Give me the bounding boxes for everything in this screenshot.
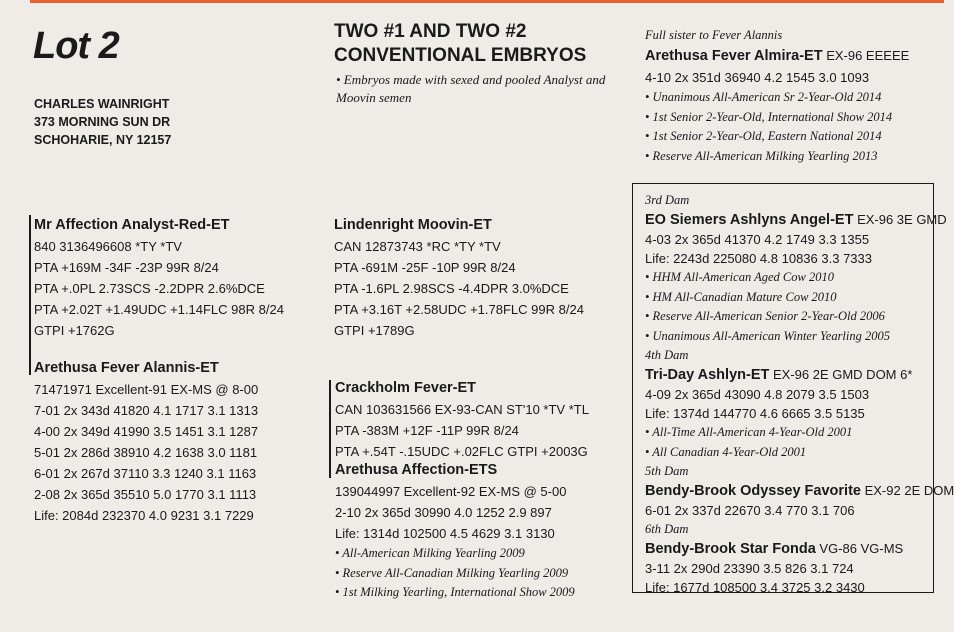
award-item: • Reserve All-American Milking Yearling 2013 [645,148,878,163]
dam-line: 6-01 2x 267d 37110 3.3 1240 3.1 1163 [34,466,257,481]
pedigree-line-sire [29,215,31,375]
dam-generation-label: 5th Dam [645,464,689,478]
sire-line: GTPI +1789G [334,323,415,338]
consignor-city: SCHOHARIE, NY 12157 [34,133,172,147]
sire-line: CAN 103631566 EX-93-CAN ST'10 *TV *TL [335,402,589,417]
award-item: • All-American Milking Yearling 2009 [335,546,525,560]
sire-moovin [334,215,584,341]
award-item: • 1st Senior 2-Year-Old, Eastern National 2014 [645,129,882,143]
headline-note: • Embryos made with sexed and pooled Analyst and Moovin semen [336,72,606,105]
dam-name: Bendy-Brook Star Fonda [645,541,816,557]
dam-score: EX-96 2E GMD DOM 6* [772,367,913,382]
dam-affection [335,460,575,603]
sire-line: PTA -1.6PL 2.98SCS -4.4DPR 3.0%DCE [334,281,569,296]
lot-title: Lot 2 [33,25,119,67]
dam-score: EX-96 3E GMD [857,212,947,227]
sister-line: 4-10 2x 351d 36940 4.2 1545 3.0 1093 [645,70,870,85]
consignor-address [34,95,171,149]
award-item: • HM All-Canadian Mature Cow 2010 [645,289,837,304]
dam-line: 4-03 2x 365d 41370 4.2 1749 3.3 1355 [645,232,870,247]
sire-line: 840 3136496608 *TY *TV [34,239,182,254]
dam-name-line [645,539,954,559]
sire-line: PTA +3.16T +2.58UDC +1.78FLC 99R 8/24 [334,302,584,317]
award-item: • Unanimous All-American Winter Yearling 2005 [645,328,891,343]
sister-label: Full sister to Fever Alannis [645,28,783,42]
headline-line-1: TWO #1 AND TWO #2 [334,21,527,42]
dam-line: 4-00 2x 349d 41990 3.5 1451 3.1 1287 [34,424,259,439]
award-item: • Unanimous All-American Sr 2-Year-Old 2014 [645,90,882,104]
dam-name-line [645,481,954,501]
sister-score: EX-96 EEEEE [826,48,910,63]
award-item: • All Canadian 4-Year-Old 2001 [645,444,807,459]
dam-score: EX-92 2E DOM [864,483,954,498]
ancestor-dams [645,191,954,597]
consignor-street: 373 MORNING SUN DR [34,115,171,129]
sire-line: GTPI +1762G [34,323,115,338]
pedigree-line-dam [329,380,331,478]
sister-name-line [645,45,909,67]
sire-line: PTA -383M +12F -11P 99R 8/24 [335,423,519,438]
sire-line: PTA +2.02T +1.49UDC +1.14FLC 98R 8/24 [34,302,284,317]
dam-line: 71471971 Excellent-91 EX-MS @ 8-00 [34,382,259,397]
dam-generation-label: 6th Dam [645,522,689,536]
dam-line: Life: 1374d 144770 4.6 6665 3.5 5135 [645,406,865,421]
dam-line: Life: 2243d 225080 4.8 10836 3.3 7333 [645,251,872,266]
dam-line: Life: 1677d 108500 3.4 3725 3.2 3430 [645,580,865,595]
consignor-name: CHARLES WAINRIGHT [34,97,170,111]
sire-name: Mr Affection Analyst-Red-ET [34,217,230,233]
dam-line: Life: 1314d 102500 4.5 4629 3.1 3130 [335,526,555,541]
dam-line: 139044997 Excellent-92 EX-MS @ 5-00 [335,484,567,499]
dam-line: 6-01 2x 337d 22670 3.4 770 3.1 706 [645,503,855,518]
sire-crackholm [335,378,589,462]
award-item: • HHM All-American Aged Cow 2010 [645,270,834,284]
dam-alannis [34,358,258,526]
sire-name: Lindenright Moovin-ET [334,217,492,233]
top-accent-bar [30,0,944,3]
award-item: • Reserve All-American Senior 2-Year-Old 2006 [645,309,885,323]
sister-name: Arethusa Fever Almira-ET [645,48,823,64]
headline-line-2: CONVENTIONAL EMBRYOS [334,45,587,66]
dam-line: 5-01 2x 286d 38910 4.2 1638 3.0 1181 [34,445,258,460]
dam-line: Life: 2084d 232370 4.0 9231 3.1 7229 [34,508,254,523]
sire-line: CAN 12873743 *RC *TY *TV [334,239,501,254]
dam-name: Bendy-Brook Odyssey Favorite [645,483,861,499]
sire-analyst [34,215,284,341]
sire-line: PTA +169M -34F -23P 99R 8/24 [34,260,219,275]
dam-line: 2-08 2x 365d 35510 5.0 1770 3.1 1113 [34,487,257,502]
sire-line: PTA +.0PL 2.73SCS -2.2DPR 2.6%DCE [34,281,265,296]
award-item: • 1st Milking Yearling, International Show 2009 [335,585,575,599]
award-item: • 1st Senior 2-Year-Old, International Show 2014 [645,109,893,124]
dam-line: 4-09 2x 365d 43090 4.8 2079 3.5 1503 [645,387,870,402]
dam-line: 7-01 2x 343d 41820 4.1 1717 3.1 1313 [34,403,259,418]
dam-line: 2-10 2x 365d 30990 4.0 1252 2.9 897 [335,505,552,520]
award-item: • Reserve All-Canadian Milking Yearling 2009 [335,565,569,580]
dam-generation-label: 4th Dam [645,348,689,362]
award-item: • All-Time All-American 4-Year-Old 2001 [645,425,853,439]
full-sister [645,26,909,166]
dam-name-line [645,365,954,385]
sire-name: Crackholm Fever-ET [335,380,477,396]
sire-line: PTA -691M -25F -10P 99R 8/24 [334,260,516,275]
lot-headline [334,20,586,68]
dam-score: VG-86 VG-MS [819,541,904,556]
dam-name: Arethusa Fever Alannis-ET [34,360,219,376]
dam-name: EO Siemers Ashlyns Angel-ET [645,212,854,228]
dam-name: Tri-Day Ashlyn-ET [645,367,770,383]
dam-generation-label: 3rd Dam [645,193,690,207]
sire-line: PTA +.54T -.15UDC +.02FLC GTPI +2003G [335,444,588,459]
dam-name-line [645,210,954,230]
dam-name: Arethusa Affection-ETS [335,462,498,478]
dam-line: 3-11 2x 290d 23390 3.5 826 3.1 724 [645,561,854,576]
